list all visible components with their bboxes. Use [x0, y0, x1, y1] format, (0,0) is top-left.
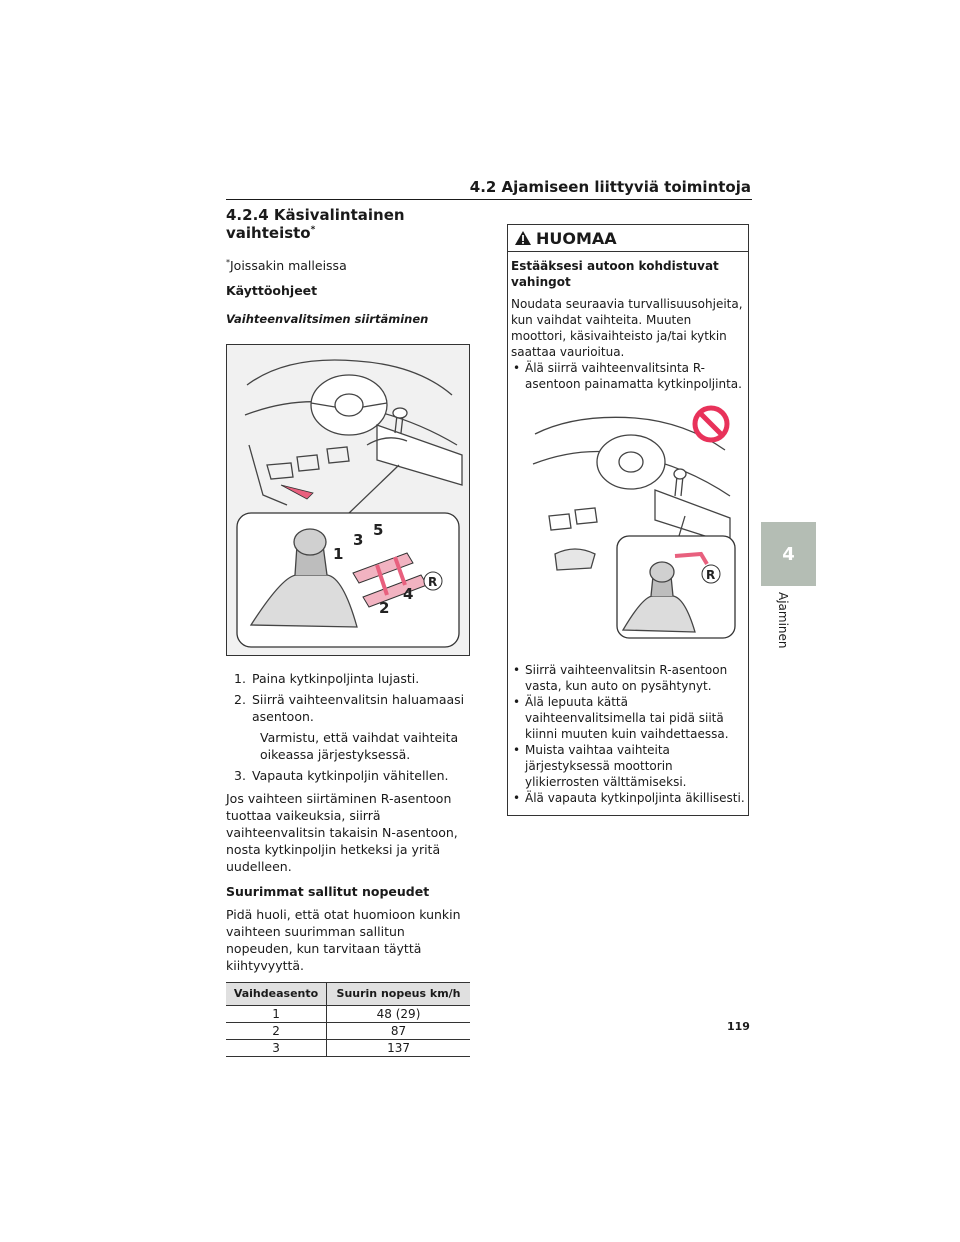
caution-bullet: • Älä siirrä vaihteenvalitsinta R-asentoon painamatta kytkinpoljinta.: [513, 361, 742, 391]
col-header-gear: Vaihdeasento: [226, 983, 327, 1006]
reverse-warning-figure: [525, 404, 737, 640]
reverse-advice: Jos vaihteen siirtäminen R-asentoon tuottaa vaikeuksia, siirrä vaihteenvalitsin takaisin N-asentoon, nosta kytkinpoljin hetkeksi ja yritä uudelleen.: [226, 791, 458, 875]
caution-bullet: • Muista vaihtaa vaihteita järjestyksessä moottorin ylikierrosten välttämiseksi.: [513, 743, 687, 789]
caution-bullet: • Älä vapauta kytkinpoljinta äkillisesti.: [513, 791, 745, 805]
speed-heading: Suurimmat sallitut nopeudet: [226, 884, 430, 900]
chapter-label: Ajaminen: [776, 592, 790, 649]
table-cell-speed: 48 (29): [327, 1006, 470, 1023]
step-2-note: Varmistu, että vaihdat vaihteita oikeassa järjestyksessä.: [260, 730, 459, 763]
table-cell-gear: 3: [226, 1040, 327, 1057]
caution-intro: Noudata seuraavia turvallisuusohjeita, kun vaihdat vaihteita. Muuten moottori, käsivaihteisto ja/tai kytkin saattaa vaurioitua.: [511, 297, 743, 359]
gear-label-4: 4: [403, 585, 414, 604]
model-note: *Joissakin malleissa: [226, 258, 347, 274]
shift-pattern-figure: [226, 344, 470, 656]
steps-list: [226, 670, 470, 784]
caution-header: [508, 225, 748, 252]
chapter-tab[interactable]: 4: [761, 522, 816, 586]
step-3: 3. Vapauta kytkinpoljin vähitellen.: [234, 768, 449, 784]
gear-label-r: R: [428, 575, 438, 590]
gear-label-r: R: [706, 568, 716, 582]
table-cell-speed: 87: [327, 1023, 470, 1040]
caution-title: HUOMAA: [536, 228, 617, 248]
warning-triangle-icon: [514, 230, 532, 246]
gear-label-3: 3: [353, 531, 364, 550]
header-rule: [226, 199, 752, 200]
section-title: 4.2.4 Käsivalintainen vaihteisto*: [226, 206, 405, 242]
caution-bullet: • Siirrä vaihteenvalitsin R-asentoon vasta, kun auto on pysähtynyt.: [513, 663, 728, 693]
table-row: [226, 1006, 470, 1023]
running-header: 4.2 Ajamiseen liittyviä toimintoja: [469, 178, 751, 196]
speed-text: Pidä huoli, että otat huomioon kunkin vaihteen suurimman sallitun nopeuden, kun tarvitaan täyttä kiihtyvyyttä.: [226, 907, 461, 974]
table-cell-gear: 2: [226, 1023, 327, 1040]
gear-label-5: 5: [373, 521, 384, 540]
left-column: [226, 206, 470, 1057]
step-1: 1. Paina kytkinpoljinta lujasti.: [234, 671, 420, 687]
footnote-mark: *: [226, 258, 230, 267]
speed-table: [226, 982, 470, 1057]
caution-body: [508, 252, 748, 806]
table-cell-speed: 137: [327, 1040, 470, 1057]
caution-bullet: • Älä lepuuta kättä vaihteenvalitsimella tai pidä siitä kiinni muuten kuin vaihdettaessa.: [513, 695, 729, 741]
col-header-speed: Suurin nopeus km/h: [327, 983, 470, 1006]
table-cell-gear: 1: [226, 1006, 327, 1023]
step-2: 2. Siirrä vaihteenvalitsin haluamaasi asentoon.: [234, 692, 465, 725]
caution-box: [507, 224, 749, 816]
table-row: [226, 1040, 470, 1057]
dashboard-gear-illustration: [227, 345, 469, 655]
gear-label-2: 2: [379, 599, 390, 618]
gear-label-1: 1: [333, 545, 344, 564]
page-number: 119: [727, 1020, 750, 1033]
footnote-mark: *: [310, 225, 316, 235]
usage-heading: Käyttöohjeet: [226, 283, 318, 299]
clutch-arrow: [281, 485, 313, 499]
caution-heading: Estääksesi autoon kohdistuvat vahingot: [511, 259, 719, 289]
shifting-heading: Vaihteenvalitsimen siirtäminen: [226, 312, 429, 327]
table-row: [226, 1023, 470, 1040]
